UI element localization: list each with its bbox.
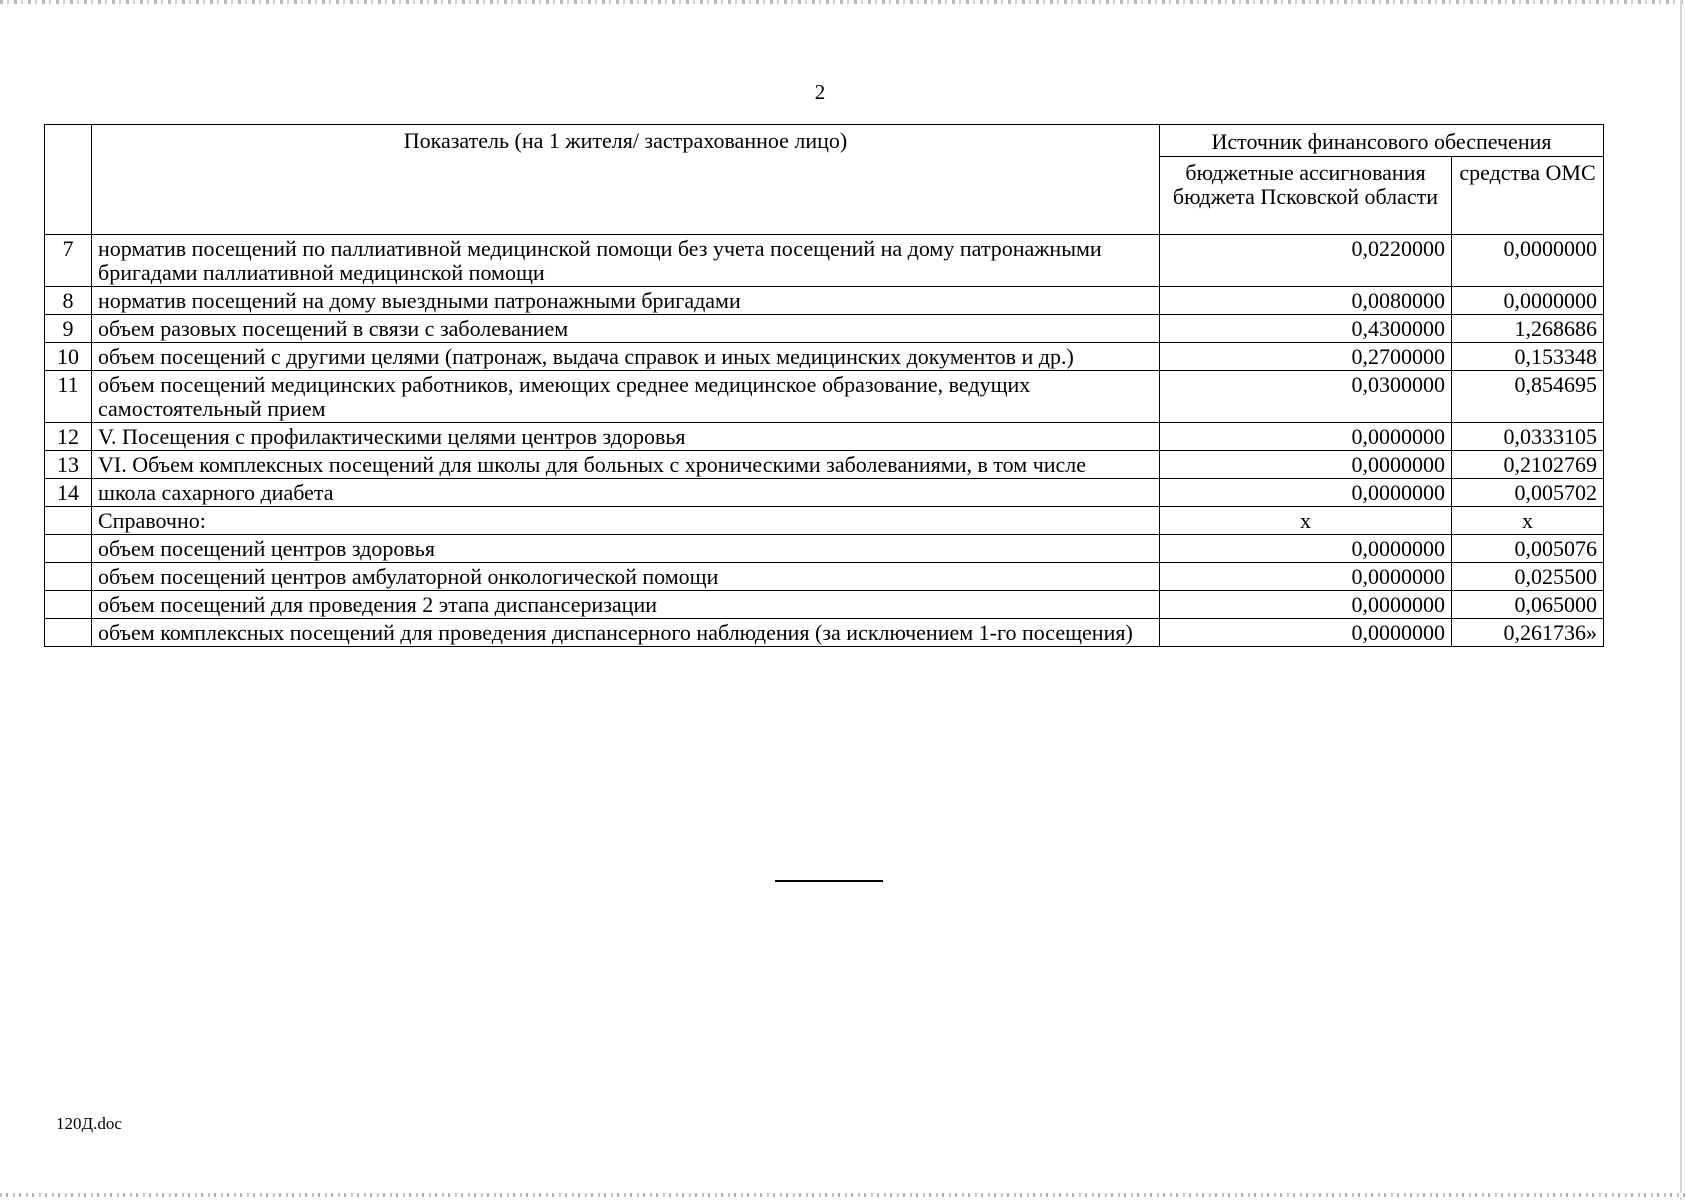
row-oms-value: 0,153348 bbox=[1452, 343, 1604, 371]
header-oms: средства ОМС bbox=[1452, 157, 1604, 235]
table-row bbox=[45, 535, 1604, 563]
row-indicator: V. Посещения с профилактическими целями центров здоровья bbox=[92, 423, 1160, 451]
end-dash bbox=[775, 880, 883, 882]
table-row bbox=[45, 591, 1604, 619]
table-row bbox=[45, 619, 1604, 647]
indicators-table bbox=[44, 124, 1604, 647]
row-oms-value: 0,065000 bbox=[1452, 591, 1604, 619]
row-oms-value: 0,0000000 bbox=[1452, 287, 1604, 315]
table-row bbox=[45, 451, 1604, 479]
row-budget-value: 0,0000000 bbox=[1160, 563, 1452, 591]
page-number: 2 bbox=[814, 80, 826, 104]
row-number: 9 bbox=[45, 315, 92, 343]
row-oms-value: 1,268686 bbox=[1452, 315, 1604, 343]
row-budget-value: 0,2700000 bbox=[1160, 343, 1452, 371]
row-indicator: объем посещений центров амбулаторной онкологической помощи bbox=[92, 563, 1160, 591]
row-number bbox=[45, 619, 92, 647]
footer-file-name: 120Д.doc bbox=[56, 1114, 122, 1133]
row-oms-value: х bbox=[1452, 507, 1604, 535]
row-indicator: школа сахарного диабета bbox=[92, 479, 1160, 507]
row-indicator: объем посещений с другими целями (патронаж, выдача справок и иных медицинских документов и др.) bbox=[92, 343, 1160, 371]
row-oms-value: 0,0333105 bbox=[1452, 423, 1604, 451]
row-indicator: Справочно: bbox=[92, 507, 1160, 535]
row-number: 7 bbox=[45, 235, 92, 287]
header-funding-source: Источник финансового обеспечения bbox=[1160, 125, 1604, 157]
table-row bbox=[45, 315, 1604, 343]
table-row bbox=[45, 479, 1604, 507]
row-budget-value: 0,0000000 bbox=[1160, 479, 1452, 507]
table-header-row bbox=[45, 125, 1604, 157]
scan-edge-top bbox=[0, 0, 1686, 4]
scan-edge-bottom bbox=[0, 1193, 1686, 1197]
row-indicator: объем посещений для проведения 2 этапа диспансеризации bbox=[92, 591, 1160, 619]
row-number: 13 bbox=[45, 451, 92, 479]
row-budget-value: х bbox=[1160, 507, 1452, 535]
table-row bbox=[45, 343, 1604, 371]
row-budget-value: 0,0000000 bbox=[1160, 451, 1452, 479]
row-indicator: объем посещений центров здоровья bbox=[92, 535, 1160, 563]
row-budget-value: 0,0220000 bbox=[1160, 235, 1452, 287]
row-number: 8 bbox=[45, 287, 92, 315]
header-indicator: Показатель (на 1 жителя/ застрахованное лицо) bbox=[92, 125, 1160, 235]
row-indicator: объем разовых посещений в связи с заболеванием bbox=[92, 315, 1160, 343]
row-oms-value: 0,005076 bbox=[1452, 535, 1604, 563]
row-oms-value: 0,2102769 bbox=[1452, 451, 1604, 479]
header-budget: бюджетные ассигнования бюджета Псковской области bbox=[1160, 157, 1452, 235]
row-indicator: объем комплексных посещений для проведения диспансерного наблюдения (за исключением 1-го посещения) bbox=[92, 619, 1160, 647]
row-number: 11 bbox=[45, 371, 92, 423]
row-number: 10 bbox=[45, 343, 92, 371]
row-number bbox=[45, 507, 92, 535]
table-row bbox=[45, 371, 1604, 423]
row-oms-value: 0,025500 bbox=[1452, 563, 1604, 591]
row-number: 12 bbox=[45, 423, 92, 451]
row-number bbox=[45, 563, 92, 591]
table-row bbox=[45, 563, 1604, 591]
row-budget-value: 0,0080000 bbox=[1160, 287, 1452, 315]
row-indicator: норматив посещений на дому выездными патронажными бригадами bbox=[92, 287, 1160, 315]
row-budget-value: 0,0000000 bbox=[1160, 535, 1452, 563]
row-budget-value: 0,4300000 bbox=[1160, 315, 1452, 343]
row-oms-value: 0,005702 bbox=[1452, 479, 1604, 507]
row-budget-value: 0,0000000 bbox=[1160, 423, 1452, 451]
row-budget-value: 0,0000000 bbox=[1160, 591, 1452, 619]
table-row bbox=[45, 287, 1604, 315]
row-budget-value: 0,0000000 bbox=[1160, 619, 1452, 647]
row-indicator: VI. Объем комплексных посещений для школы для больных с хроническими заболеваниями, в том числе bbox=[92, 451, 1160, 479]
scan-edge-right bbox=[1680, 0, 1682, 1200]
row-oms-value: 0,854695 bbox=[1452, 371, 1604, 423]
table-body bbox=[45, 235, 1604, 647]
table-row bbox=[45, 507, 1604, 535]
row-indicator: норматив посещений по паллиативной медицинской помощи без учета посещений на дому патронажными бригадами паллиативной медицинской помощи bbox=[92, 235, 1160, 287]
table-row bbox=[45, 423, 1604, 451]
row-oms-value: 0,261736» bbox=[1452, 619, 1604, 647]
row-budget-value: 0,0300000 bbox=[1160, 371, 1452, 423]
row-number: 14 bbox=[45, 479, 92, 507]
row-number bbox=[45, 535, 92, 563]
row-number bbox=[45, 591, 92, 619]
header-num-cell bbox=[45, 125, 92, 235]
table-row bbox=[45, 235, 1604, 287]
row-indicator: объем посещений медицинских работников, имеющих среднее медицинское образование, ведущих самостоятельный прием bbox=[92, 371, 1160, 423]
row-oms-value: 0,0000000 bbox=[1452, 235, 1604, 287]
